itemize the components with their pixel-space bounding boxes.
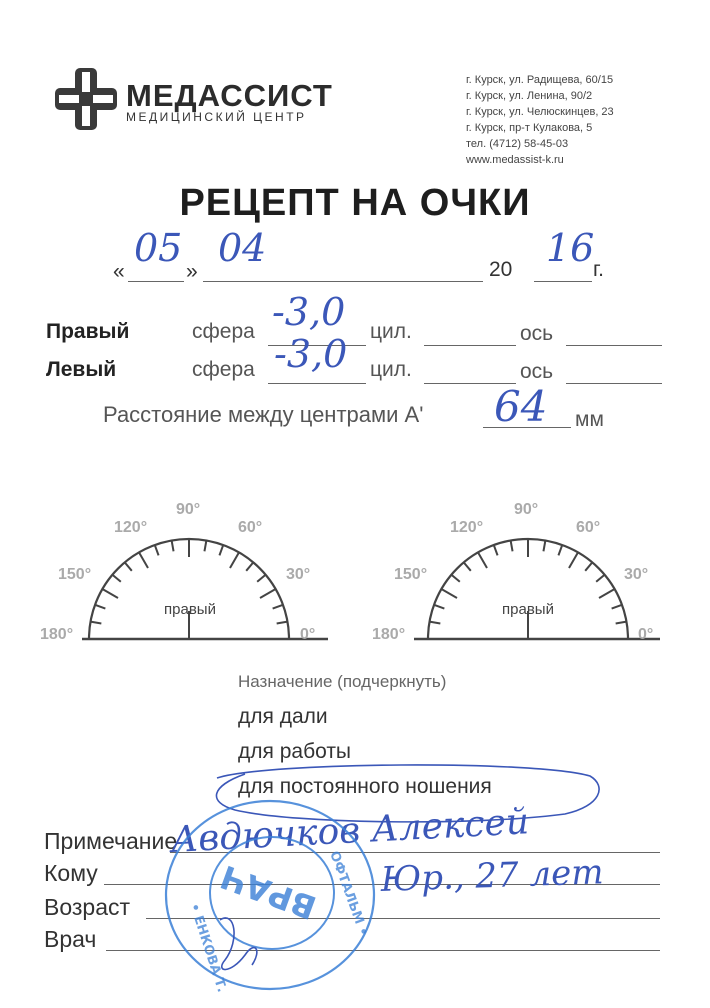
clinic-subtitle: МЕДИЦИНСКИЙ ЦЕНТР [126, 110, 307, 124]
date-year-line [534, 281, 592, 282]
date-open-quote: « [113, 260, 125, 283]
date-year-suffix: г. [593, 258, 604, 281]
distance-value: 64 [494, 382, 548, 431]
diagram-tick [464, 562, 471, 570]
right-cyl-line [424, 345, 516, 346]
diagram-eye-label: правый [502, 601, 554, 618]
right-axis-label: ось [520, 322, 554, 345]
left-axis-line [566, 383, 662, 384]
diagram-tick [219, 545, 223, 555]
address-line: г. Курск, ул. Радищева, 60/15 [466, 74, 614, 86]
diagram-tick [494, 545, 498, 555]
right-cyl-label: цил. [370, 320, 412, 343]
diagram-tick [139, 552, 148, 568]
diagram-tick [277, 622, 288, 624]
clinic-address-block [466, 72, 614, 168]
address-line: г. Курск, пр-т Кулакова, 5 [466, 122, 593, 134]
diagram-tick [434, 605, 444, 609]
patient-age-value: Юр., 27 лет [380, 852, 605, 900]
left-sphere-value: -3,0 [274, 332, 348, 376]
diagram-tick [91, 622, 102, 624]
diagram-tick [273, 605, 283, 609]
stamp-center-text: ВРАЧ [215, 857, 322, 927]
axis-diagram-right [38, 490, 328, 645]
left-sphere-line [268, 383, 366, 384]
diagram-tick [511, 541, 513, 552]
left-eye-label: Левый [46, 358, 117, 381]
address-line: г. Курск, ул. Челюскинцев, 23 [466, 106, 614, 118]
diagram-tick [478, 552, 487, 568]
date-close-quote: » [186, 260, 198, 283]
diagram-tick [125, 562, 132, 570]
diagram-tick [585, 562, 592, 570]
diagram-tick [612, 605, 622, 609]
to-label: Кому [44, 860, 98, 886]
diagram-tick [430, 622, 441, 624]
address-line: г. Курск, ул. Ленина, 90/2 [466, 90, 593, 102]
diagram-tick [102, 589, 118, 598]
axis-diagram-left [370, 490, 660, 645]
diagram-tick [257, 575, 265, 582]
date-month-line [203, 281, 483, 282]
website-line: www.medassist-k.ru [466, 154, 564, 166]
purpose-option-constant[interactable]: для постоянного ношения [238, 775, 492, 798]
diagram-tick [230, 552, 239, 568]
left-sphere-label: сфера [192, 358, 255, 381]
diagram-tick [596, 575, 604, 582]
right-eye-label: Правый [46, 320, 130, 343]
page-title: РЕЦЕПТ НА ОЧКИ [179, 182, 531, 224]
diagram-tick [616, 622, 627, 624]
tick-label-0: 0° [638, 626, 654, 643]
diagram-tick [95, 605, 105, 609]
diagram-tick [543, 541, 545, 552]
medical-cross-logo-icon [55, 68, 117, 130]
doctor-signature [200, 900, 280, 980]
tick-label-30: 30° [286, 566, 311, 583]
diagram-tick [441, 589, 457, 598]
tick-label-90: 90° [176, 501, 201, 518]
diagram-tick [155, 545, 159, 555]
right-sphere-value: -3,0 [272, 290, 346, 334]
tick-label-60: 60° [576, 519, 601, 536]
tick-label-180: 180° [372, 626, 406, 643]
tick-label-150: 150° [58, 566, 92, 583]
tick-label-60: 60° [238, 519, 263, 536]
left-cyl-label: цил. [370, 358, 412, 381]
diagram-tick [599, 589, 615, 598]
diagram-eye-label: правый [164, 601, 216, 618]
diagram-tick [112, 575, 120, 582]
date-day-line [128, 281, 184, 282]
date-month-value: 04 [218, 226, 267, 270]
purpose-option-distance[interactable]: для дали [238, 705, 328, 728]
tick-label-180: 180° [40, 626, 74, 643]
tick-label-120: 120° [450, 519, 484, 536]
phone-line: тел. (4712) 58-45-03 [466, 138, 569, 150]
left-axis-label: ось [520, 360, 554, 383]
purpose-option-work[interactable]: для работы [238, 740, 352, 763]
diagram-tick [204, 541, 206, 552]
diagram-tick [558, 545, 562, 555]
tick-label-30: 30° [624, 566, 649, 583]
tick-label-90: 90° [514, 501, 539, 518]
clinic-name: МЕДАССИСТ [126, 78, 333, 113]
svg-text:ОФТАЛЬМ •: ОФТАЛЬМ • [326, 849, 371, 939]
date-day-value: 05 [134, 226, 183, 270]
tick-label-150: 150° [394, 566, 428, 583]
note-label: Примечание [44, 828, 178, 854]
diagram-tick [172, 541, 174, 552]
tick-label-0: 0° [300, 626, 316, 643]
date-year-value: 16 [546, 226, 595, 270]
diagram-tick [569, 552, 578, 568]
right-axis-line [566, 345, 662, 346]
age-label: Возраст [44, 894, 131, 920]
patient-name-value: Авдючков Алексей [170, 801, 530, 861]
diagram-tick [246, 562, 253, 570]
date-year-prefix: 20 [489, 258, 513, 281]
right-sphere-label: сфера [192, 320, 255, 343]
doctor-label: Врач [44, 926, 97, 952]
purpose-heading: Назначение (подчеркнуть) [238, 672, 447, 691]
tick-label-120: 120° [114, 519, 148, 536]
distance-unit: мм [575, 408, 604, 431]
svg-text:• ЕНКОВА Т.: • ЕНКОВА Т. [186, 901, 230, 995]
distance-label: Расстояние между центрами А' [103, 402, 424, 427]
diagram-tick [260, 589, 276, 598]
diagram-tick [451, 575, 459, 582]
